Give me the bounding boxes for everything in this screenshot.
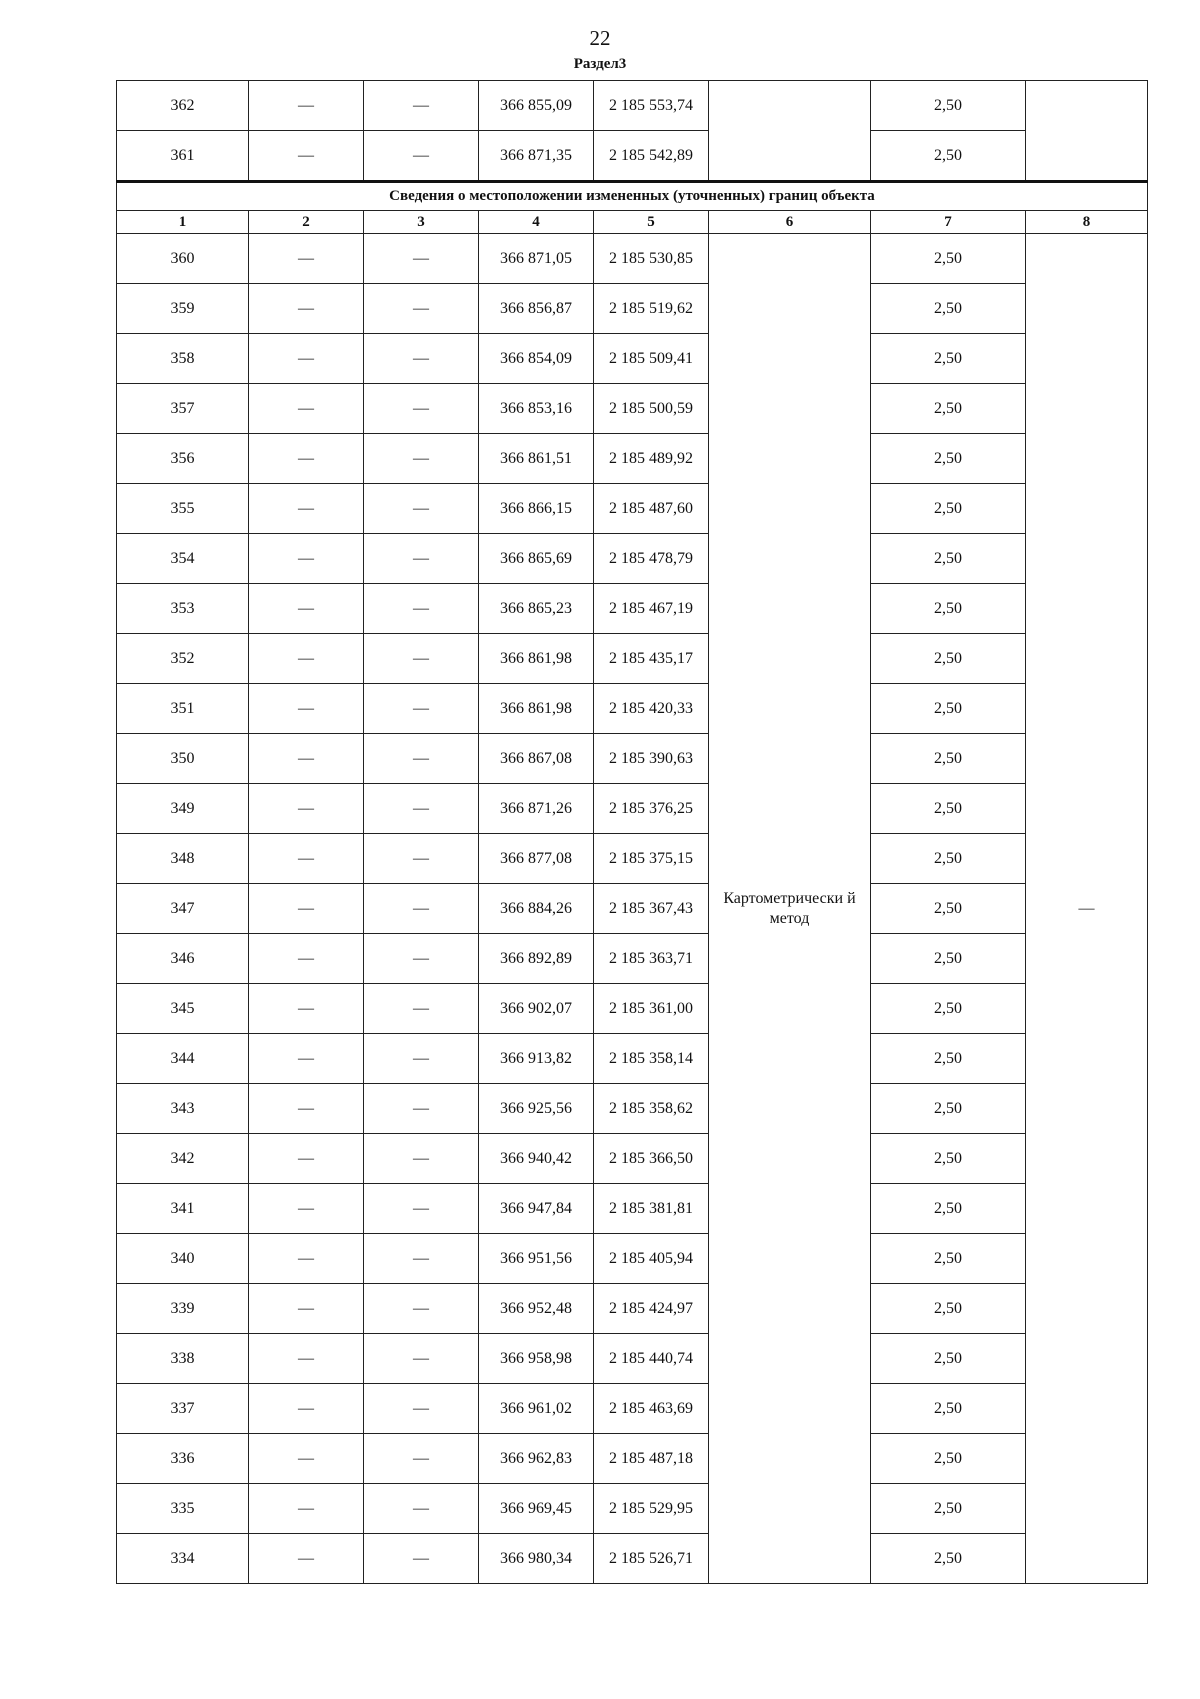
table-row bbox=[117, 1534, 1148, 1584]
accuracy-cell: 2,50 bbox=[871, 934, 1026, 984]
point-number-cell: 347 bbox=[117, 884, 249, 934]
point-number-cell: 360 bbox=[117, 234, 249, 284]
table-row bbox=[117, 834, 1148, 884]
x-coordinate-cell: 366 980,34 bbox=[479, 1534, 594, 1584]
column-number: 6 bbox=[709, 211, 871, 234]
caption-row bbox=[117, 182, 1148, 211]
accuracy-cell: 2,50 bbox=[871, 984, 1026, 1034]
column2-cell: — bbox=[249, 384, 364, 434]
column2-cell: — bbox=[249, 734, 364, 784]
table-row bbox=[117, 634, 1148, 684]
point-number-cell: 352 bbox=[117, 634, 249, 684]
point-number-cell: 342 bbox=[117, 1134, 249, 1184]
column3-cell: — bbox=[364, 984, 479, 1034]
x-coordinate-cell: 366 853,16 bbox=[479, 384, 594, 434]
y-coordinate-cell: 2 185 358,14 bbox=[594, 1034, 709, 1084]
point-number-cell: 337 bbox=[117, 1384, 249, 1434]
column3-cell: — bbox=[364, 1534, 479, 1584]
column2-cell: — bbox=[249, 834, 364, 884]
column2-cell: — bbox=[249, 434, 364, 484]
y-coordinate-cell: 2 185 424,97 bbox=[594, 1284, 709, 1334]
x-coordinate-cell: 366 961,02 bbox=[479, 1384, 594, 1434]
point-number-cell: 338 bbox=[117, 1334, 249, 1384]
point-number-cell: 336 bbox=[117, 1434, 249, 1484]
point-number-cell: 349 bbox=[117, 784, 249, 834]
table-row bbox=[117, 984, 1148, 1034]
x-coordinate-cell: 366 867,08 bbox=[479, 734, 594, 784]
column3-cell: — bbox=[364, 1284, 479, 1334]
column2-cell: — bbox=[249, 1484, 364, 1534]
column-number: 2 bbox=[249, 211, 364, 234]
column2-cell: — bbox=[249, 634, 364, 684]
column2-cell: — bbox=[249, 934, 364, 984]
table-row bbox=[117, 1184, 1148, 1234]
column-number: 5 bbox=[594, 211, 709, 234]
table-row bbox=[117, 334, 1148, 384]
table-row bbox=[117, 484, 1148, 534]
y-coordinate-cell: 2 185 420,33 bbox=[594, 684, 709, 734]
table-row bbox=[117, 1334, 1148, 1384]
method-cell: Картометрически й метод bbox=[709, 234, 871, 1584]
column2-cell: — bbox=[249, 1234, 364, 1284]
column3-cell: — bbox=[364, 1084, 479, 1134]
x-coordinate-cell: 366 861,98 bbox=[479, 684, 594, 734]
accuracy-cell: 2,50 bbox=[871, 1034, 1026, 1084]
accuracy-cell: 2,50 bbox=[871, 1334, 1026, 1384]
table-row bbox=[117, 934, 1148, 984]
point-number-cell: 335 bbox=[117, 1484, 249, 1534]
table-row bbox=[117, 1384, 1148, 1434]
column2-cell: — bbox=[249, 584, 364, 634]
empty-method-cell bbox=[709, 81, 871, 182]
y-coordinate-cell: 2 185 376,25 bbox=[594, 784, 709, 834]
point-number-cell: 351 bbox=[117, 684, 249, 734]
x-coordinate-cell: 366 865,69 bbox=[479, 534, 594, 584]
table-caption: Сведения о местоположении измененных (уточненных) границ объекта bbox=[117, 182, 1148, 211]
point-number-cell: 354 bbox=[117, 534, 249, 584]
column3-cell: — bbox=[364, 534, 479, 584]
table-row bbox=[117, 1134, 1148, 1184]
y-coordinate-cell: 2 185 529,95 bbox=[594, 1484, 709, 1534]
table-row bbox=[117, 1434, 1148, 1484]
x-coordinate-cell: 366 892,89 bbox=[479, 934, 594, 984]
y-coordinate-cell: 2 185 390,63 bbox=[594, 734, 709, 784]
column3-cell: — bbox=[364, 284, 479, 334]
column3-cell: — bbox=[364, 1484, 479, 1534]
x-coordinate-cell: 366 940,42 bbox=[479, 1134, 594, 1184]
y-coordinate-cell: 2 185 367,43 bbox=[594, 884, 709, 934]
point-number-cell: 339 bbox=[117, 1284, 249, 1334]
column3-cell: — bbox=[364, 1234, 479, 1284]
x-coordinate-cell: 366 969,45 bbox=[479, 1484, 594, 1534]
column2-cell: — bbox=[249, 884, 364, 934]
table-row bbox=[117, 534, 1148, 584]
column3-cell: — bbox=[364, 934, 479, 984]
accuracy-cell: 2,50 bbox=[871, 484, 1026, 534]
x-coordinate-cell: 366 958,98 bbox=[479, 1334, 594, 1384]
y-coordinate-cell: 2 185 358,62 bbox=[594, 1084, 709, 1134]
y-coordinate-cell: 2 185 361,00 bbox=[594, 984, 709, 1034]
table-row bbox=[117, 734, 1148, 784]
point-number-cell: 358 bbox=[117, 334, 249, 384]
table-row bbox=[117, 1234, 1148, 1284]
x-coordinate-cell: 366 952,48 bbox=[479, 1284, 594, 1334]
accuracy-cell: 2,50 bbox=[871, 784, 1026, 834]
point-number-cell: 344 bbox=[117, 1034, 249, 1084]
table-row bbox=[117, 1084, 1148, 1134]
accuracy-cell: 2,50 bbox=[871, 1484, 1026, 1534]
y-coordinate-cell: 2 185 405,94 bbox=[594, 1234, 709, 1284]
column8-cell: — bbox=[1026, 234, 1148, 1584]
y-coordinate-cell: 2 185 435,17 bbox=[594, 634, 709, 684]
accuracy-cell: 2,50 bbox=[871, 234, 1026, 284]
y-coordinate-cell: 2 185 489,92 bbox=[594, 434, 709, 484]
accuracy-cell: 2,50 bbox=[871, 534, 1026, 584]
column3-cell: — bbox=[364, 81, 479, 131]
table-row bbox=[117, 234, 1148, 284]
accuracy-cell: 2,50 bbox=[871, 1534, 1026, 1584]
point-number-cell: 356 bbox=[117, 434, 249, 484]
table-row bbox=[117, 784, 1148, 834]
column3-cell: — bbox=[364, 734, 479, 784]
y-coordinate-cell: 2 185 553,74 bbox=[594, 81, 709, 131]
column2-cell: — bbox=[249, 984, 364, 1034]
column2-cell: — bbox=[249, 1084, 364, 1134]
point-number-cell: 359 bbox=[117, 284, 249, 334]
column3-cell: — bbox=[364, 131, 479, 182]
table-row bbox=[117, 1484, 1148, 1534]
accuracy-cell: 2,50 bbox=[871, 131, 1026, 182]
point-number-cell: 348 bbox=[117, 834, 249, 884]
table-row bbox=[117, 684, 1148, 734]
column-number: 8 bbox=[1026, 211, 1148, 234]
column3-cell: — bbox=[364, 584, 479, 634]
page-number: 22 bbox=[589, 26, 611, 50]
column3-cell: — bbox=[364, 1134, 479, 1184]
column3-cell: — bbox=[364, 1334, 479, 1384]
accuracy-cell: 2,50 bbox=[871, 884, 1026, 934]
x-coordinate-cell: 366 861,98 bbox=[479, 634, 594, 684]
y-coordinate-cell: 2 185 478,79 bbox=[594, 534, 709, 584]
column2-cell: — bbox=[249, 1334, 364, 1384]
column3-cell: — bbox=[364, 1034, 479, 1084]
column2-cell: — bbox=[249, 484, 364, 534]
x-coordinate-cell: 366 925,56 bbox=[479, 1084, 594, 1134]
point-number-cell: 346 bbox=[117, 934, 249, 984]
y-coordinate-cell: 2 185 363,71 bbox=[594, 934, 709, 984]
y-coordinate-cell: 2 185 366,50 bbox=[594, 1134, 709, 1184]
y-coordinate-cell: 2 185 487,18 bbox=[594, 1434, 709, 1484]
x-coordinate-cell: 366 902,07 bbox=[479, 984, 594, 1034]
x-coordinate-cell: 366 871,26 bbox=[479, 784, 594, 834]
y-coordinate-cell: 2 185 381,81 bbox=[594, 1184, 709, 1234]
point-number-cell: 340 bbox=[117, 1234, 249, 1284]
column2-cell: — bbox=[249, 1384, 364, 1434]
table-row bbox=[117, 284, 1148, 334]
column2-cell: — bbox=[249, 784, 364, 834]
x-coordinate-cell: 366 861,51 bbox=[479, 434, 594, 484]
column-numbers-row bbox=[117, 211, 1148, 234]
point-number-cell: 353 bbox=[117, 584, 249, 634]
y-coordinate-cell: 2 185 519,62 bbox=[594, 284, 709, 334]
table-row bbox=[117, 584, 1148, 634]
column3-cell: — bbox=[364, 634, 479, 684]
table-row bbox=[117, 1284, 1148, 1334]
accuracy-cell: 2,50 bbox=[871, 1184, 1026, 1234]
column2-cell: — bbox=[249, 234, 364, 284]
column2-cell: — bbox=[249, 1534, 364, 1584]
column3-cell: — bbox=[364, 484, 479, 534]
accuracy-cell: 2,50 bbox=[871, 1384, 1026, 1434]
accuracy-cell: 2,50 bbox=[871, 1284, 1026, 1334]
column3-cell: — bbox=[364, 1384, 479, 1434]
column3-cell: — bbox=[364, 1184, 479, 1234]
x-coordinate-cell: 366 855,09 bbox=[479, 81, 594, 131]
y-coordinate-cell: 2 185 530,85 bbox=[594, 234, 709, 284]
accuracy-cell: 2,50 bbox=[871, 434, 1026, 484]
column3-cell: — bbox=[364, 1434, 479, 1484]
point-number-cell: 362 bbox=[117, 81, 249, 131]
x-coordinate-cell: 366 871,05 bbox=[479, 234, 594, 284]
column2-cell: — bbox=[249, 1134, 364, 1184]
column3-cell: — bbox=[364, 684, 479, 734]
point-number-cell: 334 bbox=[117, 1534, 249, 1584]
column3-cell: — bbox=[364, 334, 479, 384]
column2-cell: — bbox=[249, 81, 364, 131]
column2-cell: — bbox=[249, 1284, 364, 1334]
y-coordinate-cell: 2 185 509,41 bbox=[594, 334, 709, 384]
column2-cell: — bbox=[249, 1434, 364, 1484]
accuracy-cell: 2,50 bbox=[871, 334, 1026, 384]
point-number-cell: 361 bbox=[117, 131, 249, 182]
column2-cell: — bbox=[249, 1034, 364, 1084]
y-coordinate-cell: 2 185 467,19 bbox=[594, 584, 709, 634]
column3-cell: — bbox=[364, 384, 479, 434]
x-coordinate-cell: 366 884,26 bbox=[479, 884, 594, 934]
accuracy-cell: 2,50 bbox=[871, 81, 1026, 131]
table-row bbox=[117, 131, 1148, 182]
column2-cell: — bbox=[249, 1184, 364, 1234]
empty-column8-cell bbox=[1026, 81, 1148, 182]
point-number-cell: 357 bbox=[117, 384, 249, 434]
point-number-cell: 345 bbox=[117, 984, 249, 1034]
table-row bbox=[117, 884, 1148, 934]
accuracy-cell: 2,50 bbox=[871, 1134, 1026, 1184]
y-coordinate-cell: 2 185 487,60 bbox=[594, 484, 709, 534]
x-coordinate-cell: 366 951,56 bbox=[479, 1234, 594, 1284]
point-number-cell: 350 bbox=[117, 734, 249, 784]
column-number: 3 bbox=[364, 211, 479, 234]
column3-cell: — bbox=[364, 434, 479, 484]
table-row bbox=[117, 81, 1148, 131]
x-coordinate-cell: 366 877,08 bbox=[479, 834, 594, 884]
y-coordinate-cell: 2 185 440,74 bbox=[594, 1334, 709, 1384]
accuracy-cell: 2,50 bbox=[871, 584, 1026, 634]
column3-cell: — bbox=[364, 834, 479, 884]
accuracy-cell: 2,50 bbox=[871, 1434, 1026, 1484]
y-coordinate-cell: 2 185 463,69 bbox=[594, 1384, 709, 1434]
accuracy-cell: 2,50 bbox=[871, 1234, 1026, 1284]
x-coordinate-cell: 366 866,15 bbox=[479, 484, 594, 534]
y-coordinate-cell: 2 185 542,89 bbox=[594, 131, 709, 182]
section-title: Раздел3 bbox=[573, 56, 627, 72]
y-coordinate-cell: 2 185 500,59 bbox=[594, 384, 709, 434]
point-number-cell: 355 bbox=[117, 484, 249, 534]
x-coordinate-cell: 366 913,82 bbox=[479, 1034, 594, 1084]
column-number: 7 bbox=[871, 211, 1026, 234]
column-number: 1 bbox=[117, 211, 249, 234]
column3-cell: — bbox=[364, 884, 479, 934]
x-coordinate-cell: 366 871,35 bbox=[479, 131, 594, 182]
column2-cell: — bbox=[249, 534, 364, 584]
column2-cell: — bbox=[249, 131, 364, 182]
accuracy-cell: 2,50 bbox=[871, 684, 1026, 734]
table-row bbox=[117, 1034, 1148, 1084]
x-coordinate-cell: 366 865,23 bbox=[479, 584, 594, 634]
accuracy-cell: 2,50 bbox=[871, 384, 1026, 434]
accuracy-cell: 2,50 bbox=[871, 634, 1026, 684]
x-coordinate-cell: 366 962,83 bbox=[479, 1434, 594, 1484]
column3-cell: — bbox=[364, 784, 479, 834]
accuracy-cell: 2,50 bbox=[871, 1084, 1026, 1134]
y-coordinate-cell: 2 185 375,15 bbox=[594, 834, 709, 884]
table-row bbox=[117, 434, 1148, 484]
point-number-cell: 343 bbox=[117, 1084, 249, 1134]
coordinates-table bbox=[116, 80, 1148, 1584]
y-coordinate-cell: 2 185 526,71 bbox=[594, 1534, 709, 1584]
x-coordinate-cell: 366 856,87 bbox=[479, 284, 594, 334]
accuracy-cell: 2,50 bbox=[871, 834, 1026, 884]
accuracy-cell: 2,50 bbox=[871, 734, 1026, 784]
column2-cell: — bbox=[249, 284, 364, 334]
table-row bbox=[117, 384, 1148, 434]
column3-cell: — bbox=[364, 234, 479, 284]
column2-cell: — bbox=[249, 334, 364, 384]
x-coordinate-cell: 366 854,09 bbox=[479, 334, 594, 384]
column2-cell: — bbox=[249, 684, 364, 734]
column-number: 4 bbox=[479, 211, 594, 234]
point-number-cell: 341 bbox=[117, 1184, 249, 1234]
accuracy-cell: 2,50 bbox=[871, 284, 1026, 334]
x-coordinate-cell: 366 947,84 bbox=[479, 1184, 594, 1234]
